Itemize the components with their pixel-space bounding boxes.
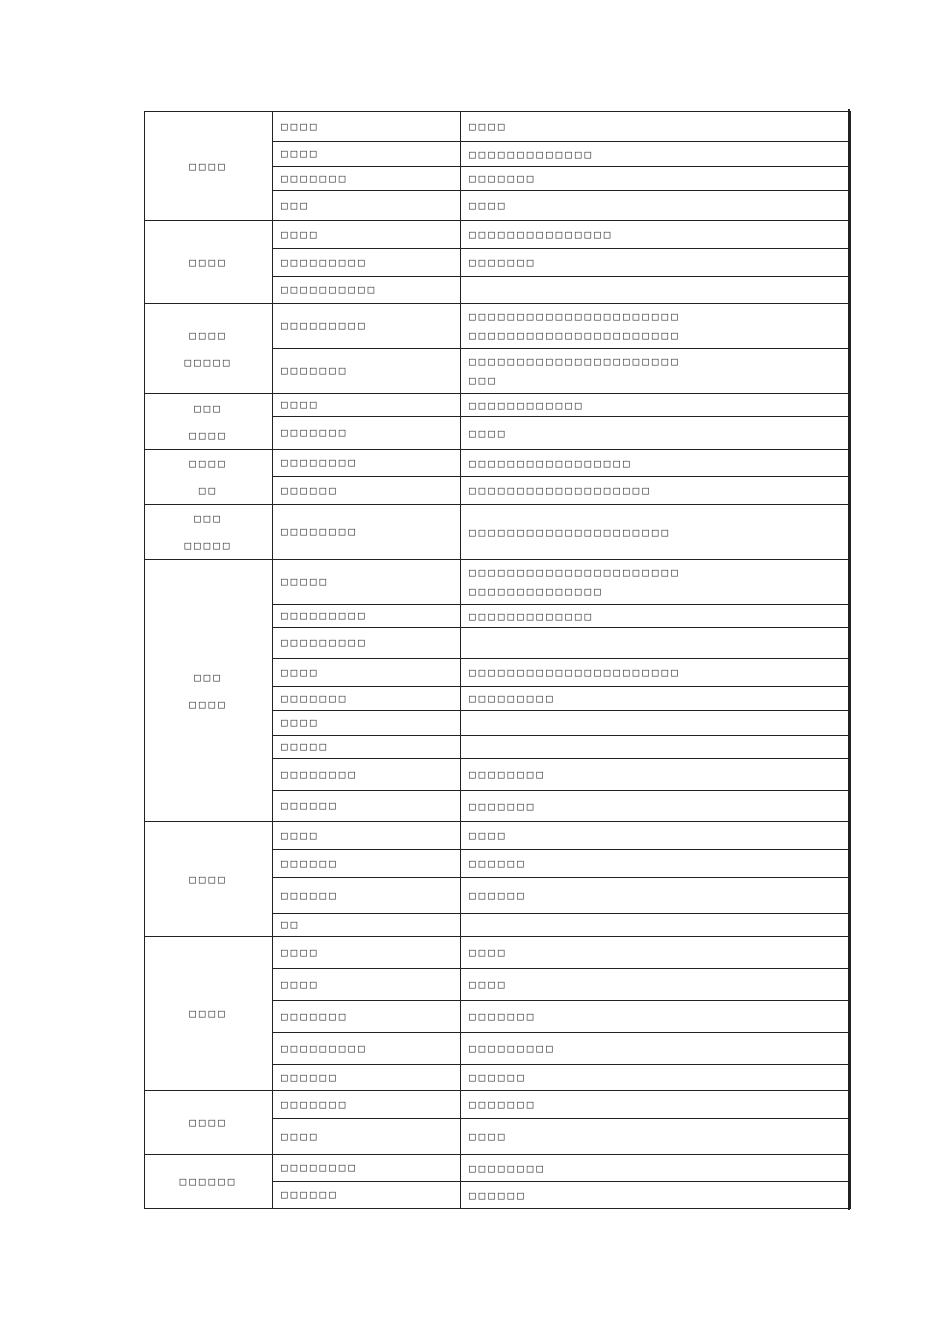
field-label-cell: □□□□□□□□□ [273, 1033, 461, 1065]
field-label-cell: □□□□□□□ [273, 417, 461, 450]
field-label-cell: □□□□ [273, 711, 461, 736]
table-row [145, 304, 851, 349]
field-label-cell: □□□□□ [273, 736, 461, 759]
field-label-cell: □□□□□□□□□□ [273, 277, 461, 304]
field-value-cell [461, 628, 851, 659]
field-value-cell: □□□□□□□□□□□□□□□ [461, 221, 851, 249]
field-value-cell: □□□□□□□ [461, 167, 851, 191]
field-value-cell [461, 914, 851, 937]
field-value-cell: □□□□□□□□□□□□□ [461, 605, 851, 628]
field-value-cell: □□□□□□ [461, 878, 851, 914]
group-label-cell: □□□ □□□□ [145, 560, 273, 822]
field-value-cell: □□□□□□□□□□□□□□□□□□□□□□ □□□□□□□□□□□□□□ [461, 560, 851, 605]
table-right-border [848, 109, 850, 1210]
field-value-cell: □□□□ [461, 937, 851, 969]
field-label-cell: □□□□□□□ [273, 1001, 461, 1033]
field-label-cell: □□□□□□□ [273, 167, 461, 191]
field-value-cell: □□□□□□□□□□□□□□□□□□□□□ [461, 505, 851, 560]
field-label-cell: □□□□□□□ [273, 1091, 461, 1119]
table-row [145, 1091, 851, 1119]
field-value-cell: □□□□ [461, 191, 851, 221]
table-row [145, 505, 851, 560]
field-label-cell: □□□□ [273, 142, 461, 167]
field-label-cell: □□□□ [273, 221, 461, 249]
table-row [145, 822, 851, 850]
table-row [145, 394, 851, 417]
field-value-cell: □□□□□□□□□ [461, 687, 851, 711]
field-label-cell: □□□□□□ [273, 850, 461, 878]
field-value-cell [461, 277, 851, 304]
field-label-cell: □□□□□□□ [273, 349, 461, 394]
group-label-cell: □□□□□□ [145, 1155, 273, 1209]
field-value-cell: □□□□ [461, 417, 851, 450]
field-label-cell: □□□□□□□□ [273, 505, 461, 560]
field-label-cell: □□□□□□□□□ [273, 304, 461, 349]
group-label-cell: □□□□ [145, 112, 273, 221]
field-label-cell: □□□□□□ [273, 878, 461, 914]
field-label-cell: □□□□□□□□□ [273, 249, 461, 277]
field-value-cell: □□□□□□□ [461, 791, 851, 822]
field-value-cell: □□□□□□ [461, 850, 851, 878]
group-label-cell: □□□□ □□ [145, 450, 273, 505]
field-label-cell: □□□□□□ [273, 791, 461, 822]
field-label-cell: □□□ [273, 191, 461, 221]
field-label-cell: □□□□□□□□□ [273, 628, 461, 659]
field-label-cell: □□□□□□ [273, 1065, 461, 1091]
field-value-cell: □□□□□□ [461, 1065, 851, 1091]
field-value-cell: □□□□□□□□ [461, 1155, 851, 1182]
field-value-cell: □□□□□□□□□ [461, 1033, 851, 1065]
field-value-cell: □□□□ [461, 1119, 851, 1155]
field-label-cell: □□□□□ [273, 560, 461, 605]
field-value-cell: □□□□□□□□□□□□□□□□□ [461, 450, 851, 477]
field-label-cell: □□□□ [273, 937, 461, 969]
group-label-cell: □□□□ [145, 221, 273, 304]
field-label-cell: □□□□ [273, 394, 461, 417]
group-label-cell: □□□ □□□□□ [145, 505, 273, 560]
field-value-cell: □□□□ [461, 969, 851, 1001]
field-label-cell: □□□□ [273, 112, 461, 142]
table-row [145, 221, 851, 249]
field-label-cell: □□□□□□ [273, 477, 461, 505]
field-label-cell: □□□□□□□□ [273, 450, 461, 477]
field-value-cell [461, 711, 851, 736]
field-value-cell: □□□□□□□ [461, 1091, 851, 1119]
field-value-cell: □□□□ [461, 112, 851, 142]
table-row [145, 1155, 851, 1182]
field-value-cell: □□□□□□□□□□□□ [461, 394, 851, 417]
table-row [145, 450, 851, 477]
field-value-cell: □□□□□□□□□□□□□□□□□□□□□□ □□□□□□□□□□□□□□□□□□□□□□ [461, 304, 851, 349]
field-label-cell: □□□□ [273, 1119, 461, 1155]
field-value-cell: □□□□□□□ [461, 1001, 851, 1033]
group-label-cell: □□□□ □□□□□ [145, 304, 273, 394]
field-value-cell [461, 736, 851, 759]
field-value-cell: □□□□□□ [461, 1182, 851, 1209]
field-label-cell: □□□□□□ [273, 1182, 461, 1209]
document-table [144, 111, 851, 1209]
field-value-cell: □□□□□□□□ [461, 759, 851, 791]
field-label-cell: □□□□□□□□ [273, 1155, 461, 1182]
field-label-cell: □□□□□□□ [273, 687, 461, 711]
group-label-cell: □□□ □□□□ [145, 394, 273, 450]
field-value-cell: □□□□□□□ [461, 249, 851, 277]
group-label-cell: □□□□ [145, 937, 273, 1091]
field-label-cell: □□ [273, 914, 461, 937]
document-table-body [145, 112, 851, 1209]
group-label-cell: □□□□ [145, 1091, 273, 1155]
group-label-cell: □□□□ [145, 822, 273, 937]
field-value-cell: □□□□□□□□□□□□□ [461, 142, 851, 167]
field-label-cell: □□□□□□□□ [273, 759, 461, 791]
table-row [145, 560, 851, 605]
field-value-cell: □□□□□□□□□□□□□□□□□□□ [461, 477, 851, 505]
field-value-cell: □□□□□□□□□□□□□□□□□□□□□□ □□□ [461, 349, 851, 394]
field-value-cell: □□□□□□□□□□□□□□□□□□□□□□ [461, 659, 851, 687]
field-label-cell: □□□□ [273, 822, 461, 850]
table-row [145, 937, 851, 969]
field-label-cell: □□□□ [273, 969, 461, 1001]
field-label-cell: □□□□□□□□□ [273, 605, 461, 628]
field-value-cell: □□□□ [461, 822, 851, 850]
table-row [145, 112, 851, 142]
field-label-cell: □□□□ [273, 659, 461, 687]
